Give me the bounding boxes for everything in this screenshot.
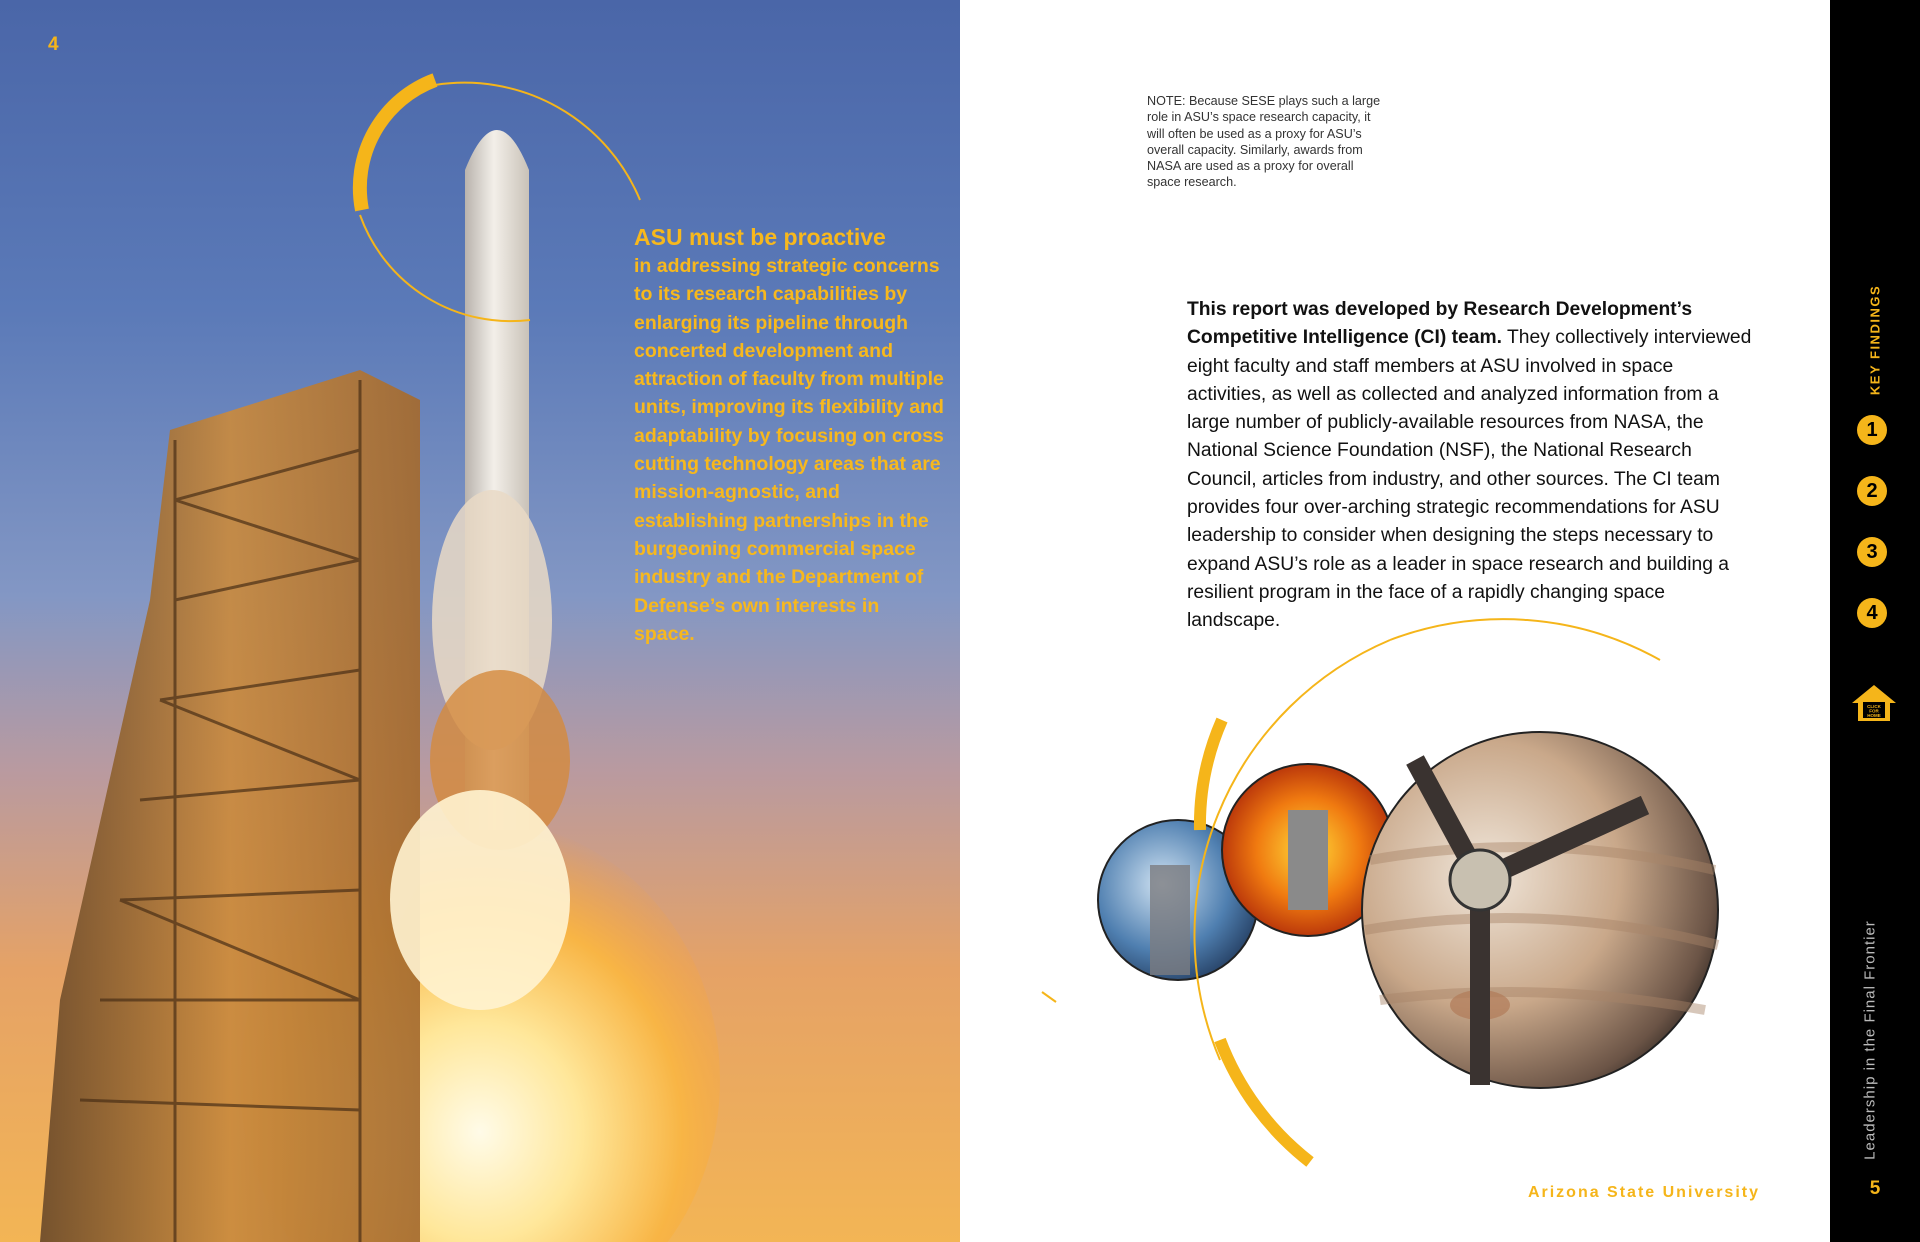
report-body: They collectively interviewed eight faculty and staff members at ASU involved in space activities, as well as collected and analyzed information from a large number of publicly-available resources from NASA, the National Science Foundation (NSF), the National Research Council, articles from industry, and other sources. The CI team provides four over-arching strategic recommendations for ASU leadership to consider when designing the steps necessary to expand ASU’s role as a leader in space research and building a resilient program in the face of a rapidly changing space landscape. bbox=[1187, 327, 1752, 632]
footer-university: Arizona State University bbox=[1527, 1184, 1760, 1201]
finding-4-button[interactable]: 4 bbox=[1857, 598, 1887, 628]
document-title: Leadership in the Final Frontier bbox=[1861, 920, 1879, 1160]
report-lead: This report was developed by Research Development’s Competitive Intelligence (CI) team. bbox=[1187, 299, 1693, 349]
svg-text:CLICK: CLICK bbox=[1867, 704, 1881, 709]
page-number: 4 bbox=[48, 34, 59, 55]
sidebar-nav bbox=[1830, 0, 1920, 1242]
callout-text bbox=[634, 222, 944, 648]
key-findings-label: KEY FINDINGS bbox=[1867, 284, 1883, 396]
finding-2-button[interactable]: 2 bbox=[1857, 476, 1887, 506]
home-button[interactable] bbox=[1850, 683, 1898, 723]
right-page bbox=[960, 0, 1830, 1242]
finding-1-button[interactable]: 1 bbox=[1857, 415, 1887, 445]
finding-3-button[interactable]: 3 bbox=[1857, 537, 1887, 567]
page-number: 5 bbox=[1869, 1178, 1881, 1199]
callout-lead: ASU must be proactive bbox=[634, 224, 886, 250]
svg-text:FOR: FOR bbox=[1869, 708, 1879, 714]
callout-body: in addressing strategic concerns to its research capabilities by enlarging its pipeline through concerted development and attraction of faculty from multiple units, improving its flexibility and adaptability by focusing on cross cutting technology areas that are mission-agnostic, and establishing partnerships in the burgeoning commercial space industry and the Department of Defense’s own interests in space. bbox=[634, 255, 944, 645]
home-icon bbox=[1850, 683, 1898, 723]
svg-text:HOME: HOME bbox=[1867, 713, 1881, 718]
note-text: NOTE: Because SESE plays such a large role in ASU’s space research capacity, it will often be used as a proxy for ASU’s overall capacity. Similarly, awards from NASA are used as a proxy for overall space research. bbox=[1147, 94, 1381, 190]
report-paragraph bbox=[1187, 296, 1757, 636]
